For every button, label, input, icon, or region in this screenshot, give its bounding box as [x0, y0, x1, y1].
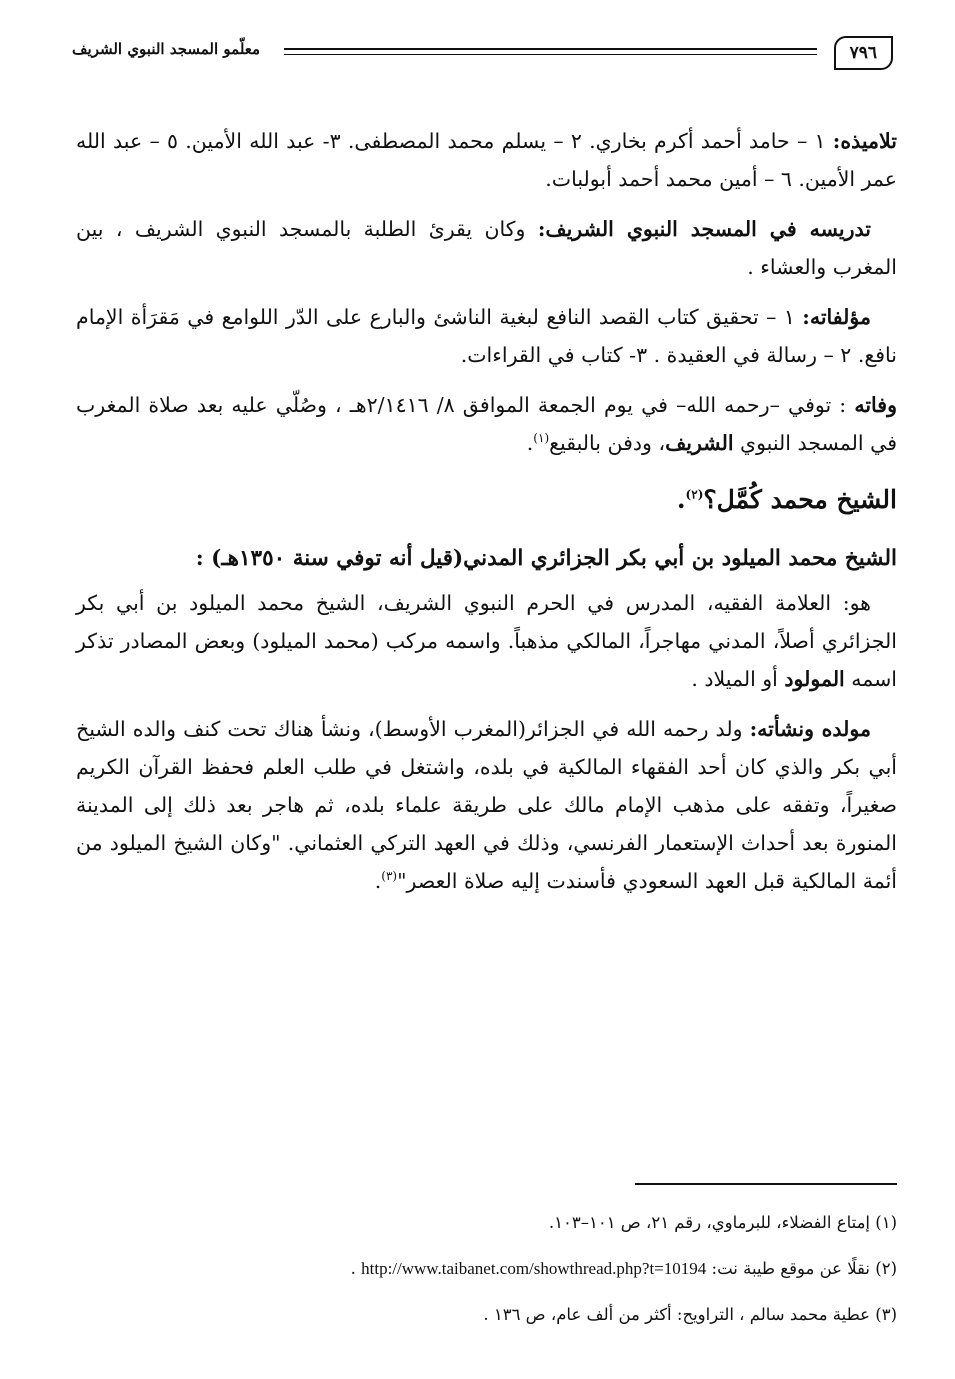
footnote-2-link[interactable]: http://www.taibanet.com/showthread.php?t=10194	[361, 1259, 707, 1278]
death-period: .	[526, 431, 534, 455]
death-text: : توفي –رحمه الله– في يوم الجمعة الموافق ٨/ ٢/١٤١٦هـ ، وصُلّي عليه بعد صلاة المغرب في المسجد النبوي	[76, 393, 897, 455]
students-label: تلاميذه:	[832, 129, 897, 153]
bio-text-end: أو الميلاد .	[691, 667, 785, 691]
works-text: ١ – تحقيق كتاب القصد النافع لبغية الناشئ والبارع على الدّر اللوامع في مَقرَأة الإمام نافع. ٢ – رسالة في العقيدة . ٣- كتاب في القراءات.	[76, 305, 897, 367]
section-heading-milud: الشيخ محمد الميلود بن أبي بكر الجزائري المدني(قيل أنه توفي سنة ١٣٥٠هـ) :	[195, 546, 897, 571]
death-label: وفاته	[854, 393, 897, 417]
header-rule	[284, 48, 817, 55]
footnote-2	[76, 1256, 897, 1282]
footnote-2-end: .	[350, 1259, 362, 1278]
teaching-label: تدريسه في المسجد النبوي الشريف:	[537, 217, 872, 241]
footnote-2-text: (٢) نقلًا عن موقع طيبة نت:	[706, 1259, 897, 1278]
section-heading-kummal	[76, 480, 897, 520]
teaching-paragraph	[76, 210, 897, 286]
students-text: ١ – حامد أحمد أكرم بخاري. ٢ – يسلم محمد المصطفى. ٣- عبد الله الأمين. ٥ – عبد الله عمر الأمين. ٦ – أمين محمد أحمد أبولبات.	[76, 129, 897, 191]
bio-text: هو: العلامة الفقيه، المدرس في الحرم النبوي الشريف، الشيخ محمد الميلود بن أبي بكر الجزائري أصلاً، المدني مهاجراً، المالكي مذهباً. واسمه مركب (محمد الميلود) وبعض المصادر تذكر اسمه	[76, 591, 897, 691]
teaching-text: وكان يقرئ الطلبة بالمسجد النبوي الشريف ، بين المغرب والعشاء .	[76, 217, 897, 279]
main-content	[76, 122, 897, 912]
works-paragraph	[76, 298, 897, 374]
death-bold-word: الشريف	[665, 431, 734, 455]
footnote-separator	[635, 1183, 897, 1185]
birth-text: ولد رحمه الله في الجزائر(المغرب الأوسط)، ونشأ هناك تحت كنف والده الشيخ أبي بكر والذي كان أحد الفقهاء المالكية في بلده، واشتغل في طلب العلم فحفظ القرآن الكريم صغيراً، وتفقه على مذهب الإمام مالك على طريقة علماء بلده، ثم هاجر بعد ذلك إلى المدينة المنورة بعد أحداث الإستعمار الفرنسي، وذلك في العهد التركي العثماني. "وكان الشيخ الميلود من أئمة المالكية قبل العهد السعودي فأسندت إليه صلاة العصر"	[76, 717, 897, 893]
birth-label: مولده ونشأته:	[749, 717, 871, 741]
heading-kummal-period: .	[676, 485, 686, 514]
footnote-3: (٣) عطية محمد سالم ، التراويح: أكثر من ألف عام، ص ١٣٦ .	[483, 1305, 897, 1324]
heading-kummal-text: الشيخ محمد كُمَّل؟	[703, 485, 897, 514]
page-header	[72, 34, 893, 78]
death-paragraph	[76, 386, 897, 462]
bio-bold-word: المولود	[784, 667, 845, 691]
footnotes	[76, 1210, 897, 1348]
bio-paragraph	[76, 584, 897, 698]
running-title: معلّمو المسجد النبوي الشريف	[72, 40, 261, 58]
birth-paragraph	[76, 710, 897, 900]
footnote-ref-1[interactable]: (١)	[533, 431, 550, 446]
page-number: ٧٩٦	[834, 36, 893, 70]
footnote-1: (١) إمتاع الفضلاء، للبرماوي، رقم ٢١، ص ١٠١–١٠٣.	[548, 1213, 897, 1232]
works-label: مؤلفاته:	[802, 305, 871, 329]
death-text-end: ، ودفن بالبقيع	[549, 431, 666, 455]
footnote-ref-2[interactable]: (٢)	[685, 487, 704, 502]
footnote-ref-3[interactable]: (٣)	[381, 869, 398, 884]
students-paragraph	[76, 122, 897, 198]
birth-period: .	[374, 869, 382, 893]
